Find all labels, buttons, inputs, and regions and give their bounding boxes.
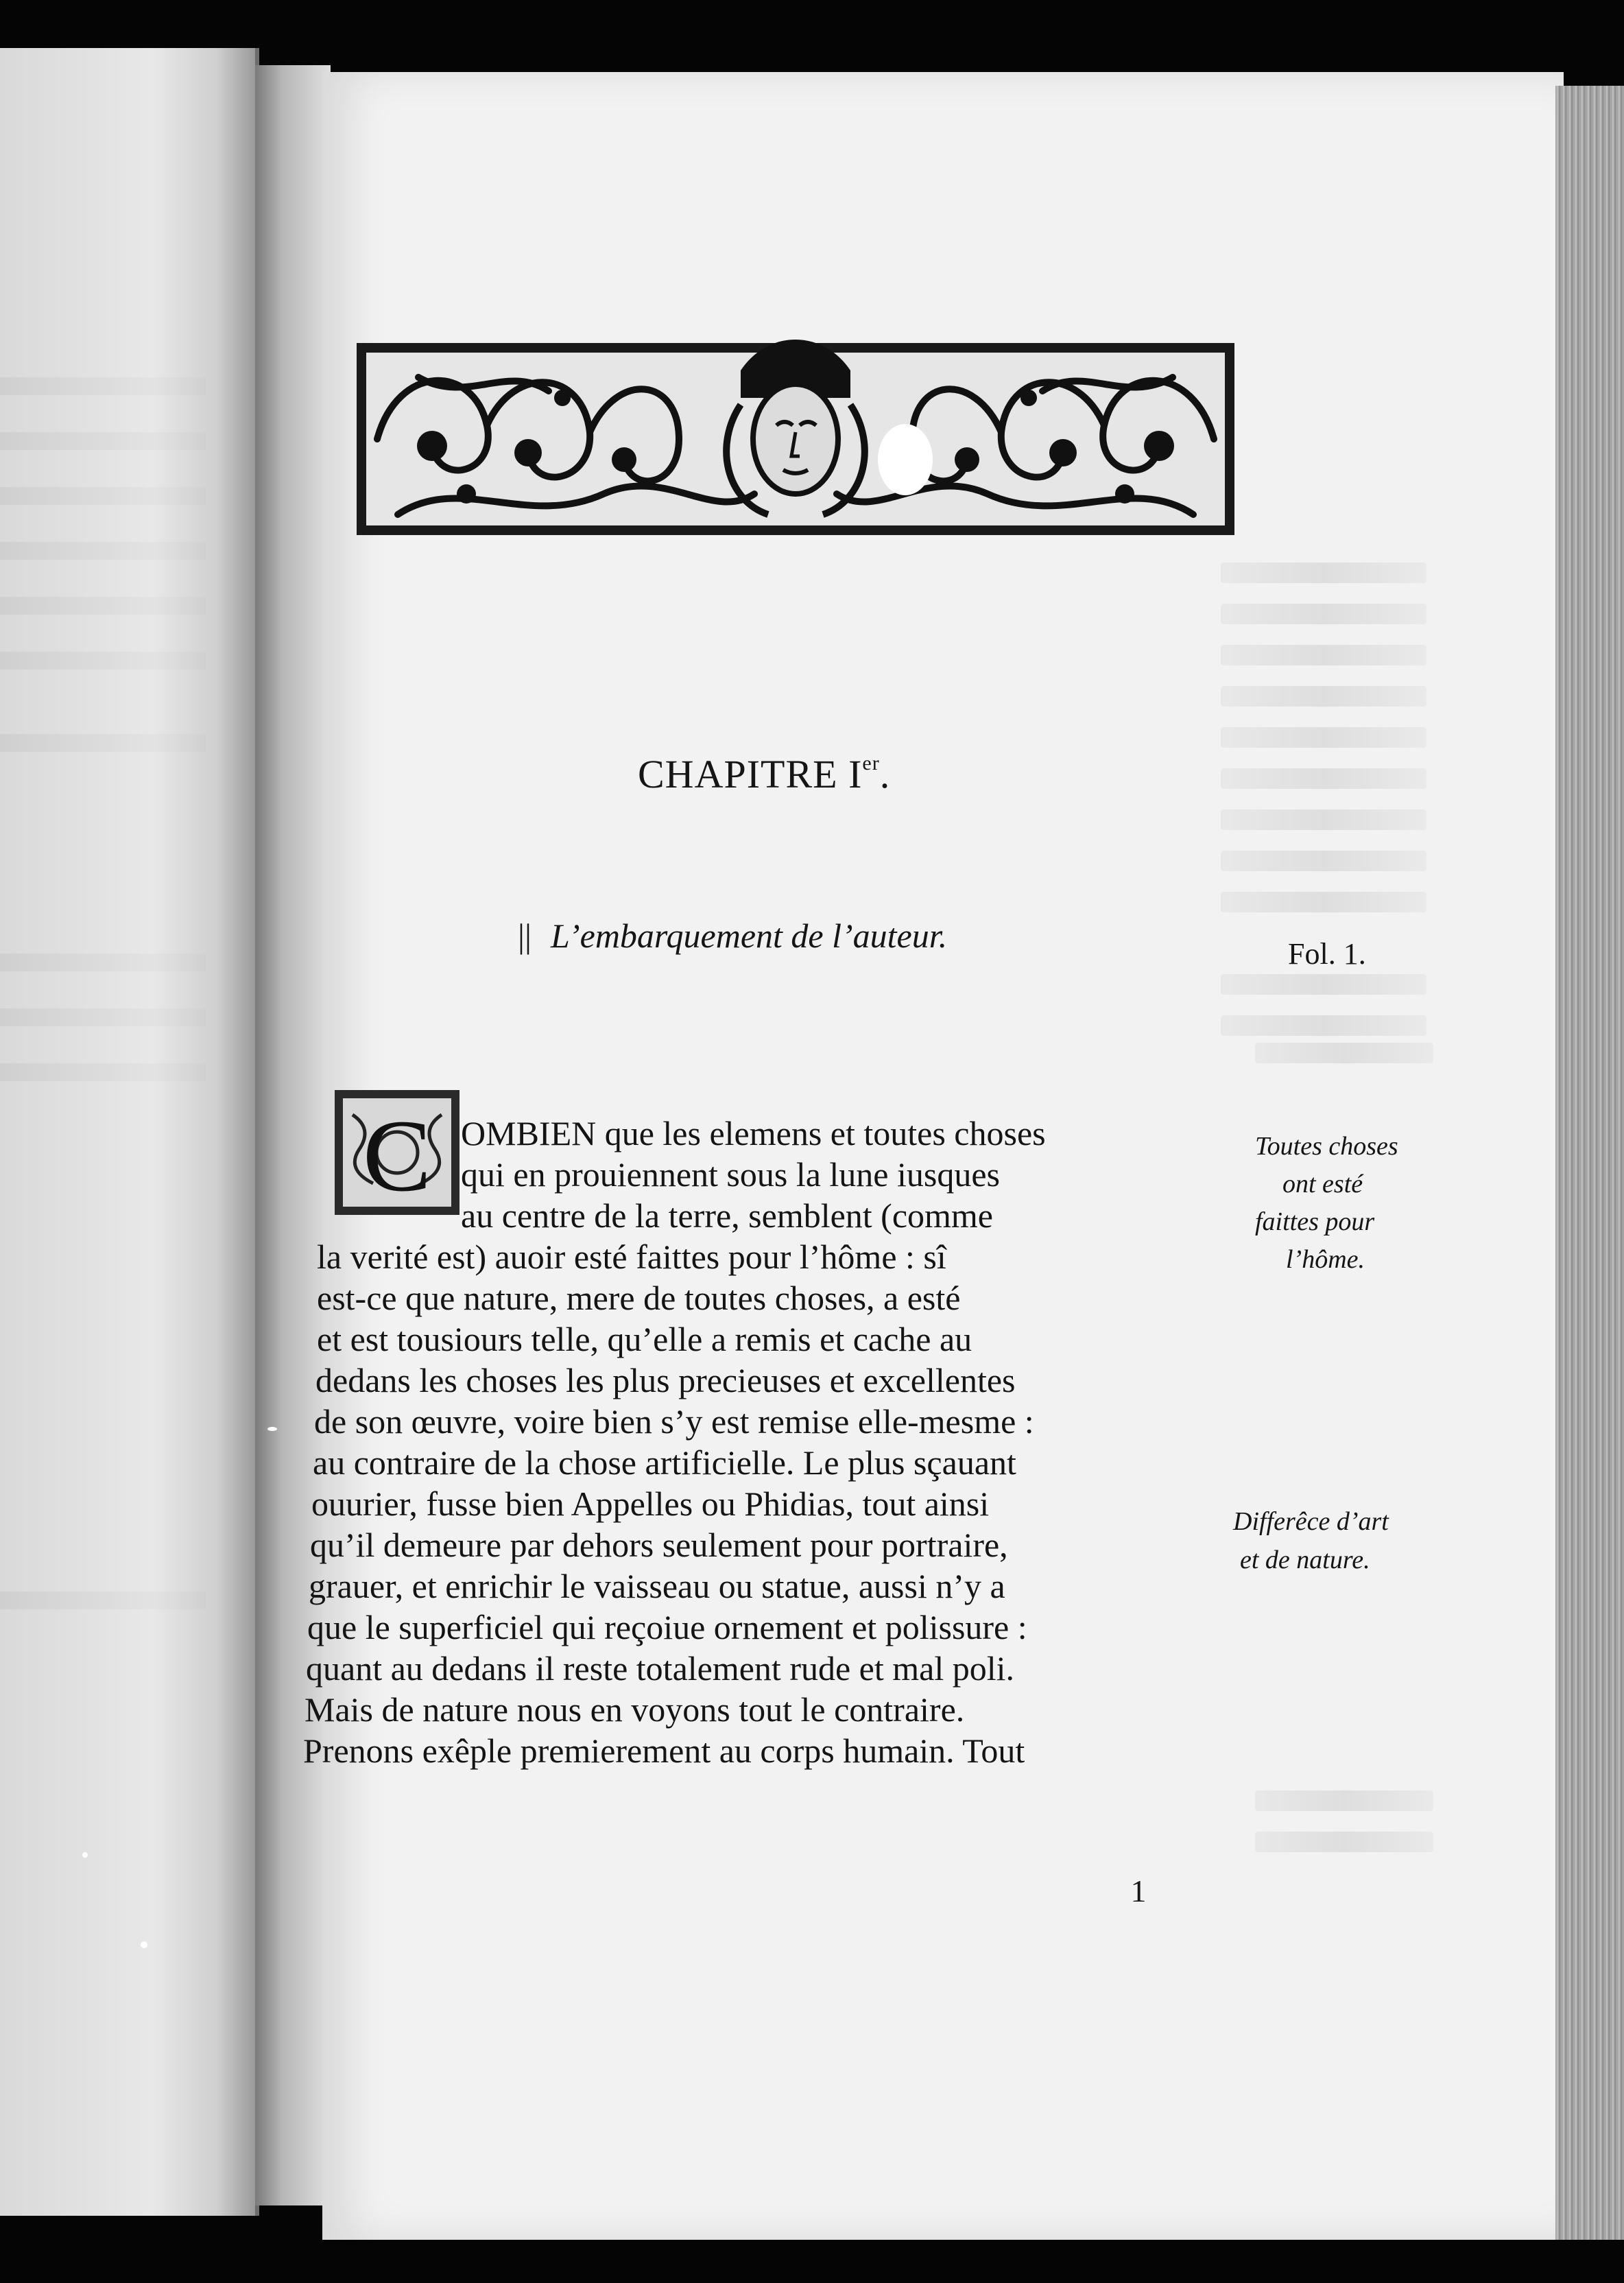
body-line-1: [461, 1111, 1046, 1155]
bleed-through-line: [0, 652, 206, 670]
bleed-through-line: [0, 734, 206, 752]
page-number: 1: [1130, 1873, 1147, 1908]
body-line-6: et est tousiours telle, qu’elle a remis et cache au: [317, 1320, 972, 1358]
folio-reference: Fol. 1.: [1288, 937, 1366, 971]
body-line-10: ouurier, fusse bien Appelles ou Phidias, tout ainsi: [311, 1484, 990, 1523]
bleed-through-line: [1221, 645, 1426, 665]
section-mark: ||: [518, 916, 532, 955]
margin-note-1-line-3: faittes pour: [1255, 1207, 1375, 1236]
body-line-5: est-ce que nature, mere de toutes choses, a esté: [317, 1279, 961, 1317]
body-line-15: Mais de nature nous en voyons tout le contraire.: [304, 1690, 965, 1729]
bleed-through-line: [0, 487, 206, 505]
body-line-7: dedans les choses les plus precieuses et excellentes: [315, 1361, 1016, 1399]
bleed-through-line: [1221, 851, 1426, 871]
bleed-through-line: [0, 542, 206, 560]
body-line-14: quant au dedans il reste totalement rude et mal poli.: [306, 1649, 1015, 1688]
body-line-8: de son œuvre, voire bien s’y est remise elle-mesme :: [314, 1402, 1034, 1441]
body-line-text: que les elemens et toutes choses: [596, 1114, 1046, 1152]
body-line-4: la verité est) auoir esté faittes pour l’hôme : sî: [317, 1238, 946, 1276]
margin-note-2-line-2: et de nature.: [1240, 1546, 1370, 1574]
drop-cap-ornament: [332, 1087, 462, 1218]
bleed-through-line: [0, 377, 206, 395]
bleed-through-line: [1221, 809, 1426, 830]
body-line-3: au centre de la terre, semblent (comme: [461, 1196, 994, 1235]
bleed-through-line: [1221, 686, 1426, 707]
body-line-11: qu’il demeure par dehors seulement pour portraire,: [310, 1526, 1008, 1564]
bleed-through-line: [1221, 892, 1426, 912]
bleed-through-line: [1255, 1790, 1433, 1811]
margin-note-1-line-2: ont esté: [1282, 1170, 1363, 1198]
drop-cap: [332, 1087, 462, 1218]
margin-note-2-line-1: Differêce d’art: [1233, 1507, 1389, 1536]
margin-note-1-line-4: l’hôme.: [1286, 1245, 1365, 1274]
scan-speck: [141, 1941, 147, 1948]
chapter-title-superscript: er: [862, 752, 880, 774]
drop-cap-letter: C: [362, 1099, 432, 1213]
body-line-2: qui en prouiennent sous la lune iusques: [461, 1155, 1000, 1194]
bleed-through-line: [1255, 1043, 1433, 1063]
margin-note-1-line-1: Toutes choses: [1255, 1132, 1398, 1161]
book-gutter: [255, 65, 331, 2205]
bleed-through-line: [0, 954, 206, 971]
scan-speck: [267, 1427, 277, 1431]
bleed-through-line: [0, 597, 206, 615]
bleed-through-line: [0, 1063, 206, 1081]
bleed-through-line: [1255, 1832, 1433, 1852]
bleed-through-line: [1221, 604, 1426, 624]
chapter-title-text: CHAPITRE I: [638, 752, 863, 796]
bleed-through-line: [0, 1008, 206, 1026]
section-heading-text: L’embarquement de l’auteur.: [551, 916, 948, 955]
ornamental-headpiece: [357, 322, 1234, 556]
left-page: [0, 48, 259, 2216]
section-heading: [518, 916, 1135, 964]
body-line-13: que le superficiel qui reçoiue ornement et polissure :: [307, 1608, 1027, 1646]
body-line-16: Prenons exêple premierement au corps humain. Tout: [303, 1731, 1025, 1770]
chapter-title: CHAPITRE Ier.: [638, 752, 891, 796]
body-line-9: au contraire de la chose artificielle. Le plus sçauant: [313, 1443, 1016, 1482]
first-word: OMBIEN: [461, 1114, 597, 1152]
scan-speck: [82, 1852, 88, 1858]
bleed-through-line: [1221, 768, 1426, 789]
bleed-through-line: [0, 432, 206, 450]
page-edges: [1555, 86, 1624, 2240]
bleed-through-line: [1221, 727, 1426, 748]
bleed-through-line: [1221, 563, 1426, 583]
body-line-12: grauer, et enrichir le vaisseau ou statue, aussi n’y a: [309, 1567, 1005, 1605]
bleed-through-line: [0, 1592, 206, 1609]
bleed-through-line: [1221, 1015, 1426, 1036]
